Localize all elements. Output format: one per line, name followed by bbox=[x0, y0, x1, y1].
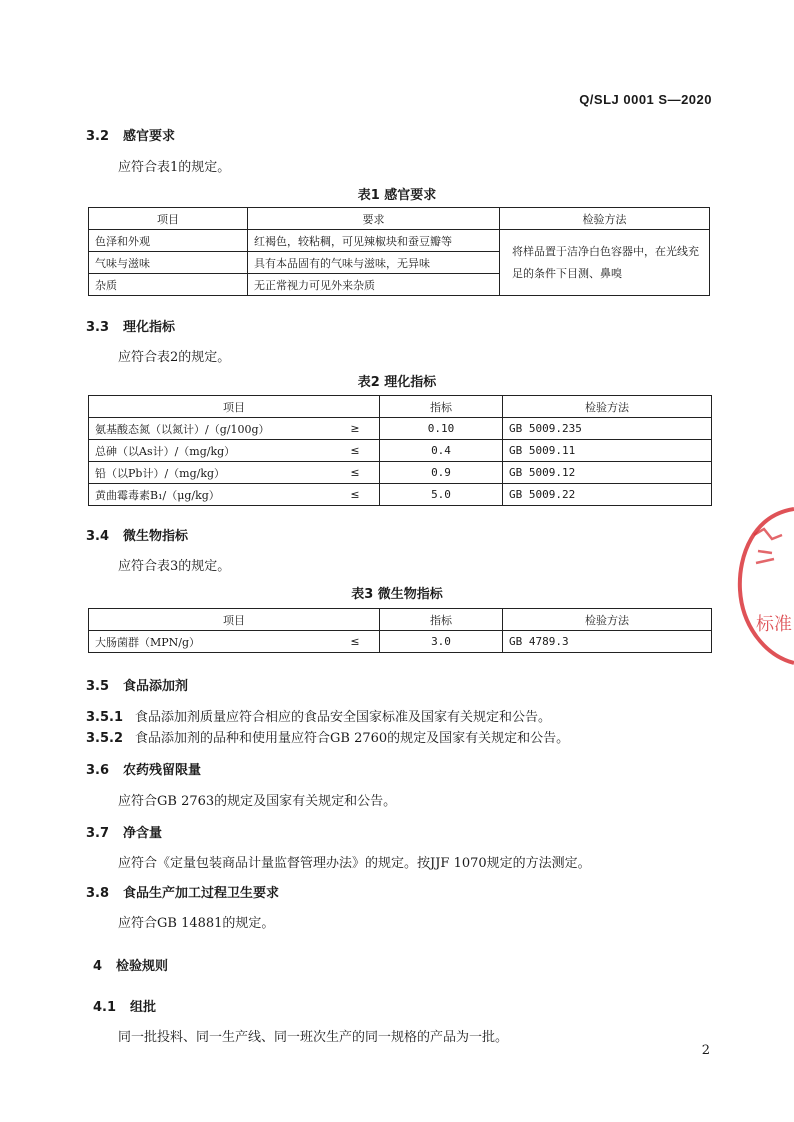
section-4-1-text: 同一批投料、同一生产线、同一班次生产的同一规格的产品为一批。 bbox=[118, 1030, 509, 1045]
table2-physicochemical bbox=[88, 395, 712, 506]
table2-method: GB 5009.22 bbox=[503, 484, 712, 506]
table1-header-requirement: 要求 bbox=[248, 208, 500, 230]
table2-value: 0.4 bbox=[380, 440, 503, 462]
table2-value: 0.10 bbox=[380, 418, 503, 440]
section-3-7-heading: 3.7 净含量 bbox=[86, 826, 163, 841]
table2-item: 铅（以Pb计）/（mg/kg） bbox=[89, 462, 332, 484]
table2-value: 0.9 bbox=[380, 462, 503, 484]
table1-cell: 色泽和外观 bbox=[89, 230, 248, 252]
table3-microbiological bbox=[88, 608, 712, 653]
table3-header-method: 检验方法 bbox=[503, 609, 712, 631]
table2-header-method: 检验方法 bbox=[503, 396, 712, 418]
standard-code: Q/SLJ 0001 S—2020 bbox=[579, 92, 712, 107]
section-3-7-text: 应符合《定量包装商品计量监督管理办法》的规定。按JJF 1070规定的方法测定。 bbox=[118, 856, 591, 871]
table2-caption: 表2 理化指标 bbox=[357, 375, 437, 390]
section-3-6-text: 应符合GB 2763的规定及国家有关规定和公告。 bbox=[118, 794, 397, 809]
clause-3-5-1: 3.5.1 食品添加剂质量应符合相应的食品安全国家标准及国家有关规定和公告。 bbox=[86, 710, 552, 725]
stamp-text: 标准 bbox=[756, 614, 792, 635]
table2-method: GB 5009.11 bbox=[503, 440, 712, 462]
table1-cell: 无正常视力可见外来杂质 bbox=[248, 274, 500, 296]
section-3-3-text: 应符合表2的规定。 bbox=[118, 350, 231, 365]
table2-item: 氨基酸态氮（以氮计）/（g/100g） bbox=[89, 418, 332, 440]
table1-sensory bbox=[88, 207, 710, 296]
table3-method: GB 4789.3 bbox=[503, 631, 712, 653]
section-3-4-heading: 3.4 微生物指标 bbox=[86, 529, 189, 544]
table2-sign: ≤ bbox=[331, 484, 380, 506]
table3-value: 3.0 bbox=[380, 631, 503, 653]
table1-cell: 气味与滋味 bbox=[89, 252, 248, 274]
table3-caption: 表3 微生物指标 bbox=[351, 587, 443, 602]
table1-cell: 具有本品固有的气味与滋味，无异味 bbox=[248, 252, 500, 274]
table1-method-cell: 将样品置于洁净白色容器中，在光线充足的条件下目测、鼻嗅 bbox=[500, 230, 710, 296]
section-3-2-text: 应符合表1的规定。 bbox=[118, 160, 231, 175]
table1-header-method: 检验方法 bbox=[500, 208, 710, 230]
page-number: 2 bbox=[701, 1043, 710, 1058]
table3-header-indicator: 指标 bbox=[380, 609, 503, 631]
section-3-6-heading: 3.6 农药残留限量 bbox=[86, 763, 202, 778]
table2-sign: ≤ bbox=[331, 462, 380, 484]
table2-item: 黄曲霉毒素B₁/（μg/kg） bbox=[89, 484, 332, 506]
section-3-4-text: 应符合表3的规定。 bbox=[118, 559, 231, 574]
table2-sign: ≥ bbox=[331, 418, 380, 440]
table2-header-indicator: 指标 bbox=[380, 396, 503, 418]
table2-value: 5.0 bbox=[380, 484, 503, 506]
table2-item: 总砷（以As计）/（mg/kg） bbox=[89, 440, 332, 462]
table3-header-item: 项目 bbox=[89, 609, 380, 631]
section-3-8-text: 应符合GB 14881的规定。 bbox=[118, 916, 275, 931]
table1-cell: 杂质 bbox=[89, 274, 248, 296]
table2-method: GB 5009.235 bbox=[503, 418, 712, 440]
section-3-2-heading: 3.2 感官要求 bbox=[86, 129, 176, 144]
table1-caption: 表1 感官要求 bbox=[357, 188, 437, 203]
table2-sign: ≤ bbox=[331, 440, 380, 462]
table2-method: GB 5009.12 bbox=[503, 462, 712, 484]
section-3-3-heading: 3.3 理化指标 bbox=[86, 320, 176, 335]
table3-sign: ≤ bbox=[331, 631, 380, 653]
table2-header-item: 项目 bbox=[89, 396, 380, 418]
section-4-1-heading: 4.1 组批 bbox=[93, 1000, 157, 1015]
table1-cell: 红褐色，较粘稠，可见辣椒块和蚕豆瓣等 bbox=[248, 230, 500, 252]
red-seal-stamp bbox=[734, 505, 794, 665]
section-4-heading: 4 检验规则 bbox=[93, 959, 169, 974]
clause-3-5-2: 3.5.2 食品添加剂的品种和使用量应符合GB 2760的规定及国家有关规定和公告。 bbox=[86, 731, 570, 746]
table3-item: 大肠菌群（MPN/g） bbox=[89, 631, 332, 653]
section-3-8-heading: 3.8 食品生产加工过程卫生要求 bbox=[86, 886, 280, 901]
table1-header-item: 项目 bbox=[89, 208, 248, 230]
section-3-5-heading: 3.5 食品添加剂 bbox=[86, 679, 189, 694]
